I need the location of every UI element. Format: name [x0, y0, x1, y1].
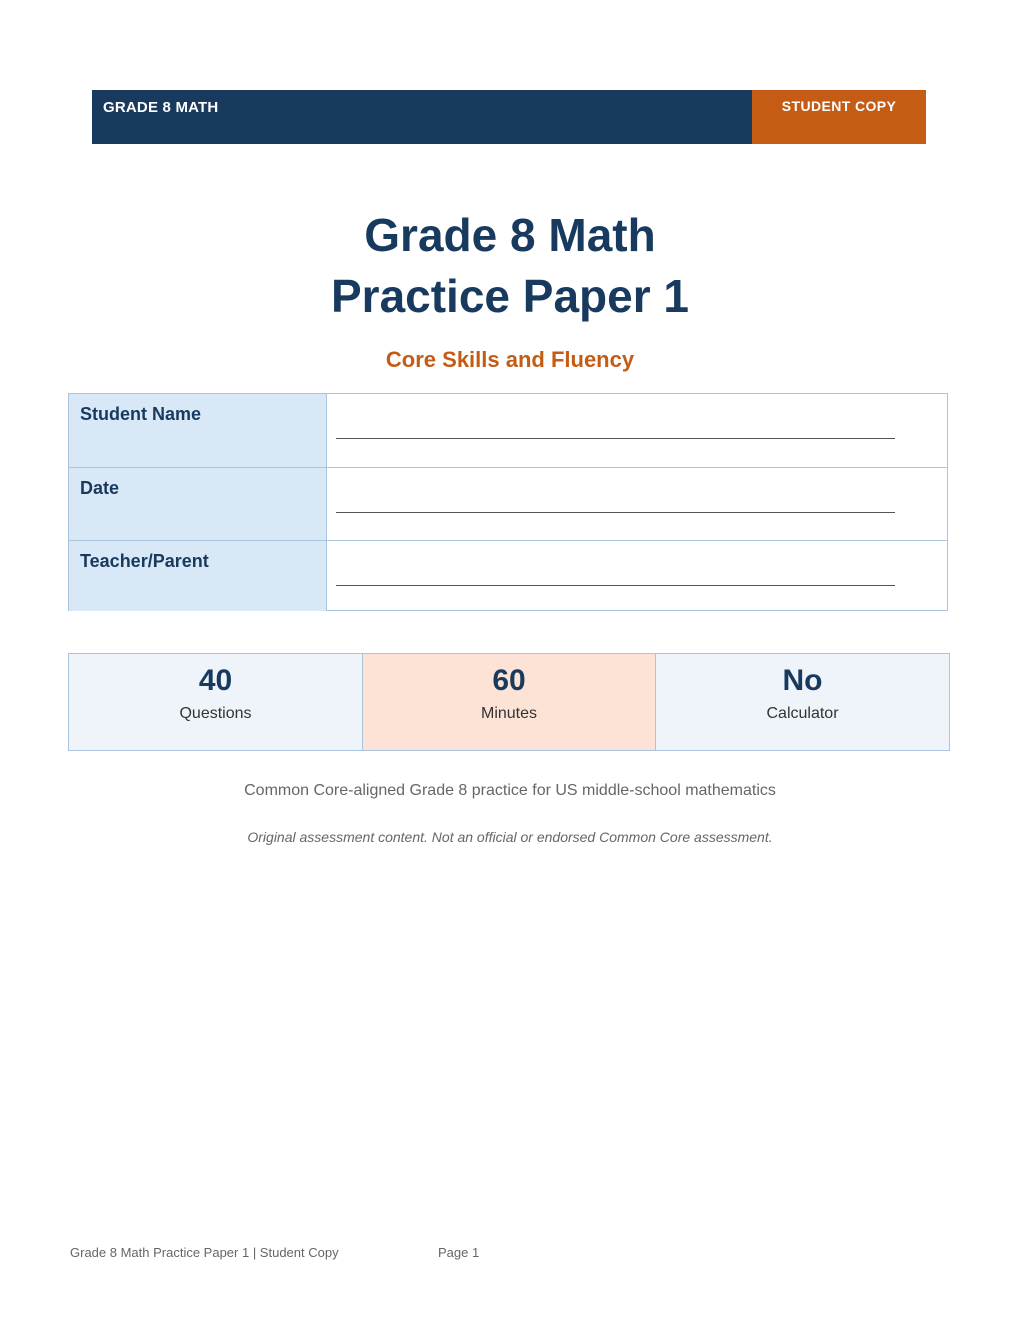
write-line [336, 512, 895, 513]
teacher-parent-label: Teacher/Parent [80, 551, 209, 571]
exam-stats-panel [68, 653, 950, 751]
stat-calculator [656, 654, 949, 750]
page-title-line-2: Practice Paper 1 [330, 270, 689, 322]
page-subtitle: Core Skills and Fluency [385, 347, 635, 372]
info-label-cell [69, 394, 327, 467]
footer-page-number: Page 1 [438, 1245, 480, 1260]
student-name-label: Student Name [80, 404, 202, 424]
info-label-cell [69, 541, 327, 611]
info-row-teacher-parent [69, 540, 947, 611]
teacher-parent-field[interactable] [327, 541, 947, 611]
info-row-date [69, 467, 947, 540]
footer-document-title: Grade 8 Math Practice Paper 1 | Student Copy [70, 1245, 339, 1260]
student-info-table [68, 393, 948, 611]
page-title-line-1: Grade 8 Math [364, 209, 656, 261]
info-row-student-name [69, 394, 947, 467]
header-banner [92, 90, 926, 144]
student-copy-badge [752, 90, 926, 144]
stat-minutes [363, 654, 656, 750]
student-copy-label: STUDENT COPY [781, 98, 897, 114]
stat-questions [69, 654, 363, 750]
paper-description: Common Core-aligned Grade 8 practice for US middle-school mathematics [244, 782, 776, 799]
write-line [336, 438, 895, 439]
write-line [336, 585, 895, 586]
stat-questions-label: Questions [179, 705, 252, 722]
stat-minutes-value: 60 [492, 664, 526, 697]
info-label-cell [69, 468, 327, 540]
date-field[interactable] [327, 468, 947, 540]
date-label: Date [80, 478, 120, 498]
disclaimer-note: Original assessment content. Not an official or endorsed Common Core assessment. [247, 829, 773, 845]
stat-calculator-value: No [782, 664, 823, 697]
banner-subject-label: GRADE 8 MATH [103, 99, 219, 116]
stat-calculator-label: Calculator [766, 705, 839, 722]
stat-questions-value: 40 [198, 664, 233, 697]
stat-minutes-label: Minutes [480, 705, 538, 722]
student-name-field[interactable] [327, 394, 947, 467]
